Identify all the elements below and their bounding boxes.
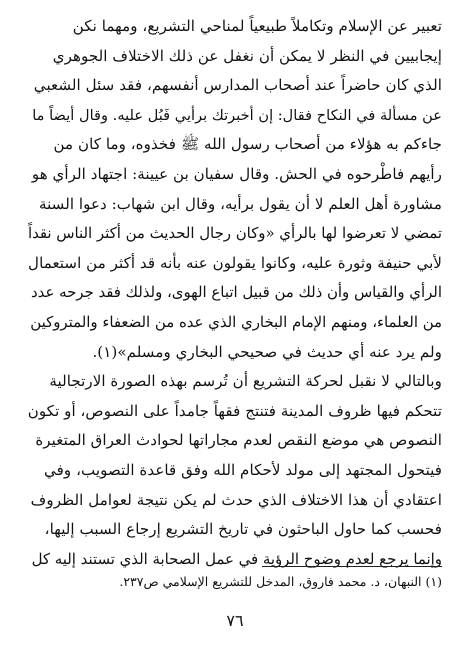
text-line: الرأي والقياس وأن ذلك من قبيل اتباع الهوى، ولذلك فقد جرحه عدد bbox=[31, 283, 442, 302]
text-line: وبالتالي لا نقبل لحركة التشريع أن تُرسم بهذه الصورة الارتجالية bbox=[49, 372, 442, 391]
text-line: تعبير عن الإسلام وتكاملاً طبيعياً لمناحي التشريع، ومهما نكن bbox=[72, 17, 442, 35]
body-text bbox=[28, 12, 442, 574]
text-line: تتحكم فيها ظروف المدينة فتنتج فقهاً جامداً على النصوص، أو تكون bbox=[28, 401, 442, 420]
footnote-separator bbox=[262, 566, 442, 567]
text-line: رأيهم فاطْرحوه في الحش. وقال سفيان بن عيينة: اجتهاد الرأي هو bbox=[31, 164, 442, 183]
text-line: مشاورة أهل العلم لا أن يقول برأيه، وقال ابن شهاب: دعوا السنة bbox=[38, 194, 442, 213]
text-line: الذي كان حاضراً عند أصحاب المدارس أنفسهم، فقد سئل الشعبي bbox=[33, 76, 442, 95]
text-line: فحسب كما حاول الباحثون في تاريخ التشريع إرجاع السبب إليها، bbox=[44, 520, 442, 539]
text-line: جاءكم به هؤلاء من أصحاب رسول الله ﷺ فخذوه، وما كان من bbox=[53, 135, 442, 154]
page-number: ٧٦ bbox=[226, 611, 244, 630]
text-line: ولم يرد عنه أي حديث في صحيحي البخاري ومسلم»(١). bbox=[92, 342, 442, 361]
text-line: من العلماء، ومنهم الإمام البخاري الذي عده من الضعفاء والمتروكين bbox=[30, 312, 442, 331]
text-line: عن مسألة في النكاح فقال: إن أخبرتك برأيي فَبُل عليه. وقال أيضاً ما bbox=[32, 106, 442, 124]
footnote: (١) النبهان، د. محمد فاروق، المدخل للتشريع الإسلامي ص٢٣٧. bbox=[119, 574, 442, 589]
text-line: وإنما يرجع لعدم وضوح الرؤية في عمل الصحابة الذي تستند إليه كل bbox=[31, 549, 442, 568]
text-line: النصوص هي موضع النقص لعدم مجاراتها لحوادث العراق المتغيرة bbox=[35, 431, 442, 450]
text-line: إيجابيين في النظر لا يمكن أن نغفل عن ذلك الاختلاف الجوهري bbox=[52, 46, 442, 65]
text-line: تمضي لا تعرضوا لها بالرأي «وكان رجال الحديث من أكثر الناس نقداً bbox=[28, 224, 442, 243]
text-line: لأبي حنيفة وثورة عليه، وكانوا يقولون عنه بأنه قد أكثر من استعمال bbox=[28, 253, 442, 272]
text-line: اعتقادي أن هذا الاختلاف الذي حدث لم يكن نتيجة لعوامل الظروف bbox=[30, 490, 442, 509]
text-line: فيتحول المجتهد إلى مولد لأحكام الله وفق قاعدة التصويب، وفي bbox=[44, 460, 442, 479]
